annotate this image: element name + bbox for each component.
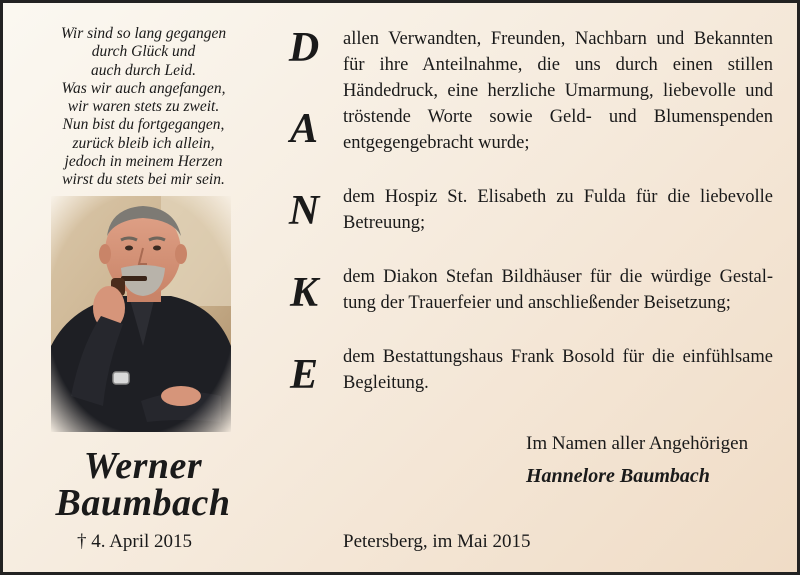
poem-line: jedoch in meinem Herzen xyxy=(64,153,223,171)
text-line: Händedruck, eine herzliche Umarmung, liebevolle und xyxy=(343,81,773,101)
poem-line: auch durch Leid. xyxy=(91,61,196,79)
text-line: Betreuung; xyxy=(343,213,426,233)
thanks-paragraph-deacon xyxy=(343,264,773,316)
portrait-photo xyxy=(51,196,231,432)
text-line: für ihre Anteilnahme, die uns durch einen stillen xyxy=(343,55,773,75)
danke-letter-d: D xyxy=(288,25,320,71)
poem-line: wirst du stets bei mir sein. xyxy=(62,171,225,189)
text-line: entgegengebracht wurde; xyxy=(343,133,530,153)
poem-line: wir waren stets zu zweit. xyxy=(67,98,220,116)
poem-line: durch Glück und xyxy=(91,43,196,61)
text-line: tröstende Worte sowie Geld- und Blumenspenden xyxy=(343,107,773,127)
portrait-illustration xyxy=(51,196,231,432)
deceased-last-name: Baumbach xyxy=(55,482,231,524)
danke-letter-e: E xyxy=(289,352,318,398)
poem-line: zurück bleib ich allein, xyxy=(72,134,215,152)
thanks-paragraph-relatives xyxy=(343,26,773,156)
memorial-poem xyxy=(31,25,256,190)
text-line: dem Diakon Stefan Bildhäuser für die würdige Gestal- xyxy=(343,267,773,287)
deceased-first-name: Werner xyxy=(83,445,203,487)
signature-name: Hannelore Baumbach xyxy=(526,465,710,487)
text-line: dem Bestattungshaus Frank Bosold für die einfühlsame xyxy=(343,347,773,367)
signature-intro: Im Namen aller Angehörigen xyxy=(526,433,749,454)
danke-letter-k: K xyxy=(289,270,318,316)
text-line: dem Hospiz St. Elisabeth zu Fulda für die liebevolle xyxy=(343,187,773,207)
poem-line: Wir sind so lang gegangen xyxy=(60,25,227,42)
text-line: Begleitung. xyxy=(343,373,429,393)
place-and-date: Petersberg, im Mai 2015 xyxy=(343,531,531,552)
thanks-paragraph-hospice xyxy=(343,184,773,236)
poem-line: Was wir auch angefangen, xyxy=(61,79,226,97)
danke-letter-a: A xyxy=(289,106,318,152)
thanks-paragraph-funeral-home xyxy=(343,344,773,396)
death-date: † 4. April 2015 xyxy=(77,531,193,552)
danke-letter-n: N xyxy=(288,188,320,234)
text-line: allen Verwandten, Freunden, Nachbarn und Bekannten xyxy=(343,29,773,49)
poem-line: Nun bist du fortgegangen, xyxy=(62,116,225,134)
text-line: tung der Trauerfeier und anschließender Beisetzung; xyxy=(343,293,731,313)
